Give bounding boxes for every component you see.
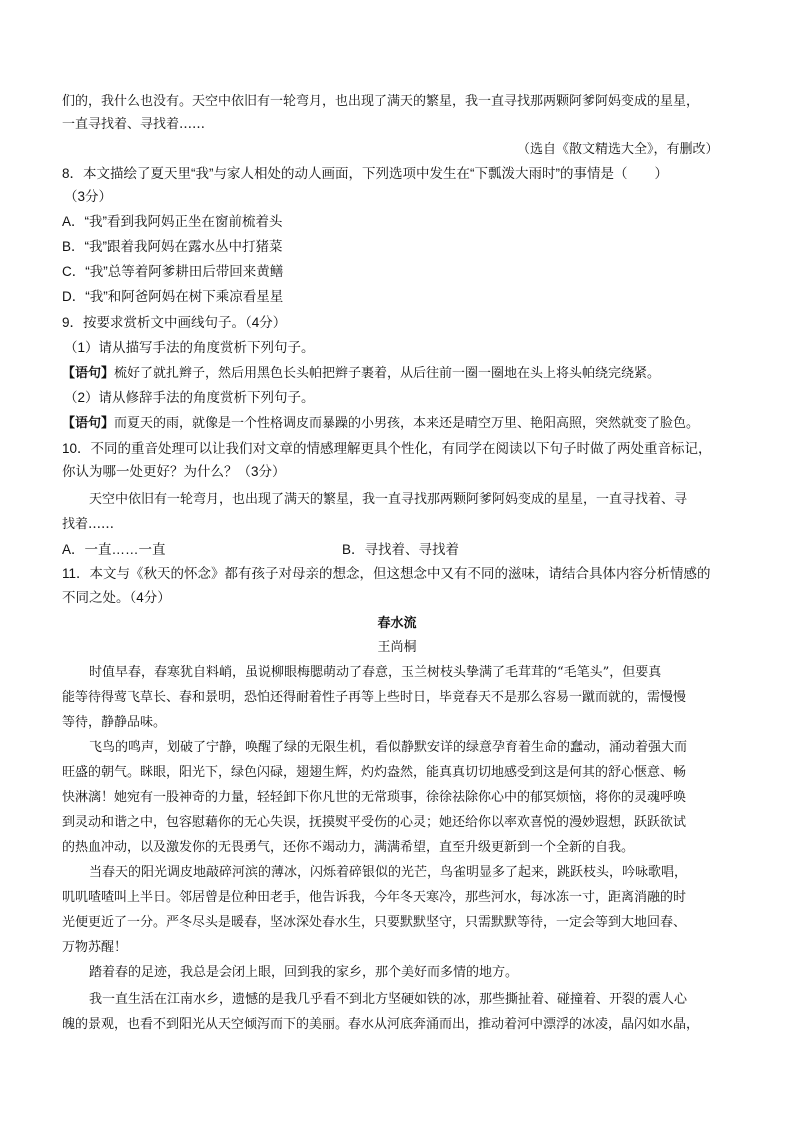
q9-sentence-1-label: 【语句】 bbox=[62, 365, 115, 380]
q8-stem-line-2: （3分） bbox=[64, 189, 113, 204]
q10-quote-line-1: 天空中依旧有一轮弯月，也出现了满天的繁星，我一直寻找那两颗阿爹阿妈变成的星星，一直寻找着、寻 bbox=[89, 492, 688, 507]
article-para-4-line-1: 踏着春的足迹，我总是会闭上眼，回到我的家乡，那个美好而多情的地方。 bbox=[89, 965, 519, 980]
q10-stem-line-2: 你认为哪一处更好？为什么？（3分） bbox=[62, 464, 286, 479]
q9-sentence-1-row bbox=[62, 363, 660, 384]
passage-tail-line-1: 们的，我什么也没有。天空中依旧有一轮弯月，也出现了满天的繁星，我一直寻找那两颗阿爹阿妈变成的星星， bbox=[62, 94, 700, 109]
article-para-1-line-3: 等待，静静品味。 bbox=[62, 715, 167, 730]
q9-sentence-2-label: 【语句】 bbox=[62, 415, 115, 430]
q8-option-a: A．“我”看到我阿妈正坐在窗前梳着头 bbox=[62, 214, 283, 229]
q8-option-c: C．“我”总等着阿爹耕田后带回来黄鳝 bbox=[62, 264, 284, 279]
passage-source: （选自《散文精选大全》，有删改） bbox=[517, 142, 719, 157]
article-para-1-line-1: 时值早春，春寒犹自料峭，虽说柳眼梅腮萌动了春意，玉兰树枝头挚满了毛茸茸的“毛笔头”，但要真 bbox=[89, 665, 662, 680]
q9-sentence-2: 而夏天的雨，就像是一个性格调皮而暴躁的小男孩，本来还是晴空万里、艳阳高照，突然就变了脸色。 bbox=[114, 416, 700, 431]
article-title: 春水流 bbox=[377, 616, 417, 631]
article-para-1-line-2: 能等待得莺飞草长、春和景明，恐怕还得耐着性子再等上些时日，毕竟春天不是那么容易一蹴而就的，需慢慢 bbox=[62, 690, 687, 705]
q10-quote-line-2: 找着…… bbox=[62, 517, 115, 532]
q8-stem-line-1: 8．本文描绘了夏天里“我”与家人相处的动人画面，下列选项中发生在“下瓢泼大雨时”的事情是（ ） bbox=[62, 166, 668, 181]
q9-sentence-1: 梳好了就扎辫子，然后用黑色长头帕把辫子裹着，从后往前一圈一圈地在头上将头帕绕完绕紧。 bbox=[114, 366, 661, 381]
article-para-2-line-1: 飞鸟的鸣声，划破了宁静，唤醒了绿的无限生机，看似静默安详的绿意孕育着生命的蠢动，涌动着强大而 bbox=[89, 740, 688, 755]
article-para-3-line-1: 当春天的阳光调皮地敲碎河滨的薄冰，闪烁着碎银似的光芒，鸟雀明显多了起来，跳跃枝头，吟咏歌唱， bbox=[89, 865, 688, 880]
article-para-3-line-2: 叽叽喳喳叫上半日。邻居曾是位种田老手，他告诉我，今年冬天寒冷，那些河水，每冰冻一寸，距离消融的时 bbox=[62, 890, 687, 905]
q10-option-b: B．寻找着、寻找着 bbox=[342, 542, 460, 557]
article-para-3-line-4: 万物苏醒！ bbox=[62, 940, 128, 955]
q10-option-a: A．一直……一直 bbox=[62, 542, 166, 557]
q9-stem: 9．按要求赏析文中画线句子。（4分） bbox=[62, 315, 287, 330]
article-para-5-line-1: 我一直生活在江南水乡，遗憾的是我几乎看不到北方坚硬如铁的冰，那些撕扯着、碰撞着、开裂的震人心 bbox=[89, 992, 688, 1007]
q11-stem-line-1: 11．本文与《秋天的怀念》都有孩子对母亲的想念，但这想念中又有不同的滋味，请结合具体内容分析情感的 bbox=[62, 566, 711, 581]
q9-sub-2: （2）请从修辞手法的角度赏析下列句子。 bbox=[64, 390, 315, 405]
article-para-2-line-2: 旺盛的朝气。眯眼，阳光下，绿色闪碌，翅翅生辉，灼灼盎然，能真真切切地感受到这是何其的舒心惬意、畅 bbox=[62, 765, 687, 780]
article-author: 王尚桐 bbox=[377, 640, 417, 655]
q8-option-d: D．“我”和阿爸阿妈在树下乘凉看星星 bbox=[62, 289, 284, 304]
q8-option-b: B．“我”跟着我阿妈在露水丛中打猪菜 bbox=[62, 239, 283, 254]
article-para-2-line-4: 到灵动和谐之中，包容慰藉你的无心失误，抚摸熨平受伤的心灵；她还给你以率欢喜悦的漫妙遐想，跃跃欲试 bbox=[62, 815, 687, 830]
article-para-5-line-2: 魄的景观，也看不到阳光从天空倾泻而下的美丽。春水从河底奔涌而出，推动着河中漂浮的冰凌，晶闪如水晶， bbox=[62, 1017, 700, 1032]
article-para-3-line-3: 光便更近了一分。严冬尽头是暖春，坚冰深处春水生，只要默默坚守，只需默默等待，一定会等到大地回春、 bbox=[62, 915, 687, 930]
q10-stem-line-1: 10．不同的重音处理可以让我们对文章的情感理解更具个性化，有同学在阅读以下句子时做了两处重音标记， bbox=[62, 441, 712, 456]
article-para-2-line-5: 的热血冲动，以及激发你的无畏勇气，还你不竭动力，满满希望，直至升级更新到一个全新的自我。 bbox=[62, 840, 635, 855]
q9-sentence-2-row bbox=[62, 413, 699, 434]
q11-stem-line-2: 不同之处。（4分） bbox=[62, 590, 171, 605]
passage-tail-line-2: 一直寻找着、寻找着…… bbox=[62, 117, 206, 132]
article-para-2-line-3: 快淋漓！她宛有一股神奇的力量，轻轻卸下你凡世的无常琐事，徐徐祛除你心中的郁冥烦恼，将你的灵魂呼唤 bbox=[62, 790, 687, 805]
q9-sub-1: （1）请从描写手法的角度赏析下列句子。 bbox=[64, 340, 315, 355]
